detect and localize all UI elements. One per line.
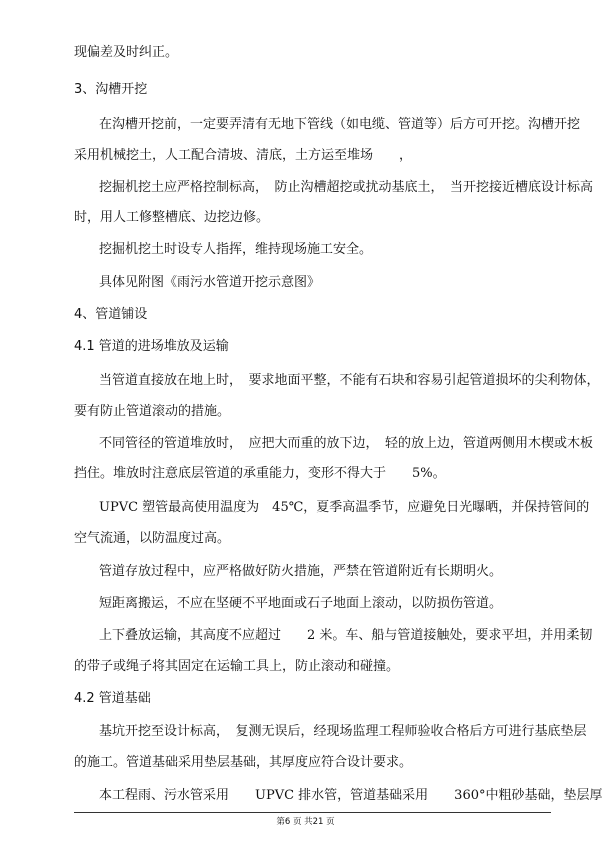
paragraph-line: 上下叠放运输，其高度不应超过 2 米。车、船与管道接触处，要求平坦，并用柔韧 (99, 628, 593, 643)
paragraph-line: 本工程雨、污水管采用 UPVC 排水管，管道基础采用 360°中粗砂基础，垫层厚 (99, 788, 603, 803)
paragraph-line: 时，用人工修整槽底、边挖边修。 (74, 210, 270, 225)
paragraph-line: 管道存放过程中，应严格做好防火措施，严禁在管道附近有长期明火。 (99, 564, 503, 579)
paragraph-line: 在沟槽开挖前，一定要弄清有无地下管线（如电缆、管道等）后方可开挖。沟槽开挖 (99, 117, 581, 132)
paragraph-line: 挡住。堆放时注意底层管道的承重能力，变形不得大于 5%。 (74, 466, 446, 481)
paragraph-line: 挖掘机挖土时设专人指挥，维持现场施工安全。 (99, 242, 373, 257)
paragraph-line: 具体见附图《雨污水管道开挖示意图》 (99, 275, 321, 290)
paragraph-line: 短距离搬运，不应在坚硬不平地面或石子地面上滚动，以防损伤管道。 (99, 596, 503, 611)
paragraph-line: 不同管径的管道堆放时， 应把大而重的放下边， 轻的放上边，管道两侧用木楔或木板 (99, 436, 594, 451)
paragraph-line: 采用机械挖土，人工配合清坡、清底，土方运至堆场 ， (74, 148, 413, 163)
paragraph-line: 空气流通，以防温度过高。 (74, 531, 231, 546)
footer-divider (74, 812, 551, 813)
page-number-footer: 第6 页 共21 页 (276, 817, 335, 827)
paragraph-line: 现偏差及时纠正。 (74, 45, 179, 60)
paragraph-line: 挖掘机挖土应严格控制标高， 防止沟槽超挖或扰动基底土， 当开挖接近槽底设计标高 (99, 180, 594, 195)
paragraph-line: 的施工。管道基础采用垫层基础，其厚度应符合设计要求。 (74, 755, 413, 770)
section-heading-3: 3、沟槽开挖 (74, 82, 148, 97)
paragraph-line: 要有防止管道滚动的措施。 (74, 404, 231, 419)
subsection-heading-4-2: 4.2 管道基础 (74, 691, 151, 706)
section-heading-4: 4、管道铺设 (74, 307, 148, 322)
subsection-heading-4-1: 4.1 管道的进场堆放及运输 (74, 339, 229, 354)
paragraph-line: 的带子或绳子将其固定在运输工具上，防止滚动和碰撞。 (74, 659, 400, 674)
paragraph-line: 当管道直接放在地上时， 要求地面平整，不能有石块和容易引起管道损坏的尖利物体， (99, 373, 600, 388)
paragraph-line: 基坑开挖至设计标高， 复测无误后，经现场监理工程师验收合格后方可进行基底垫层 (99, 724, 587, 739)
paragraph-line: UPVC 塑管最高使用温度为 45℃，夏季高温季节，应避免日光曝晒，并保持管间的 (99, 500, 590, 515)
